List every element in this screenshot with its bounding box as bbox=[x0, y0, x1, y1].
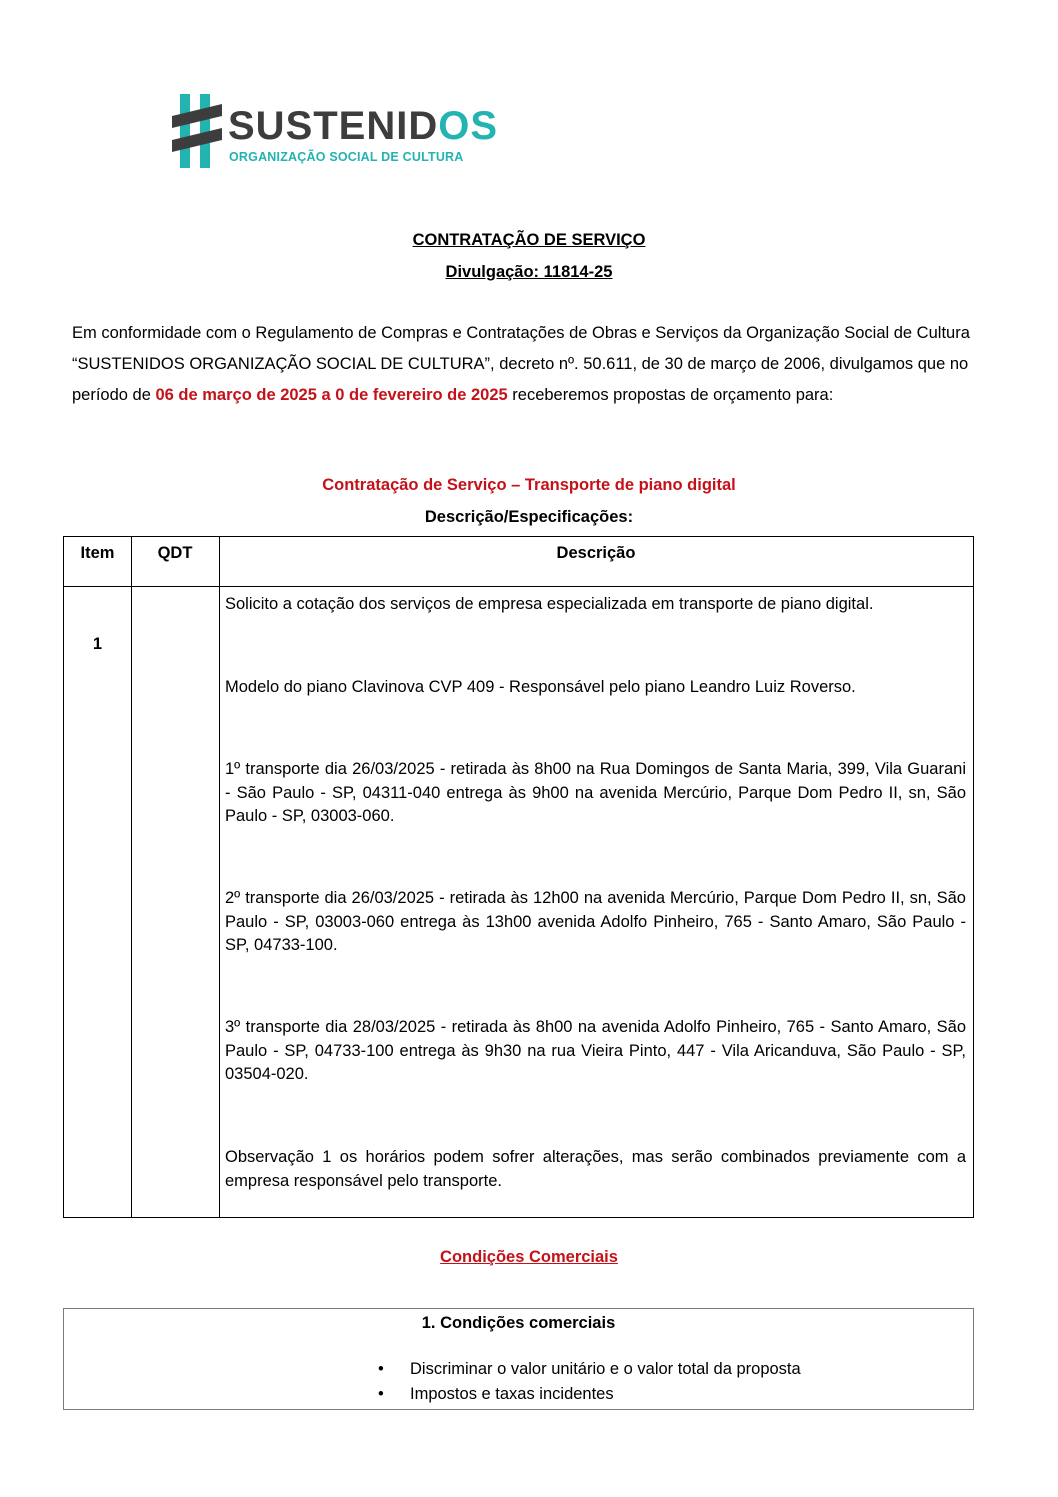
list-item bbox=[376, 1382, 801, 1407]
list-item-text: Impostos e taxas incidentes bbox=[410, 1385, 614, 1403]
hash-icon bbox=[172, 92, 224, 170]
header-qdt: QDT bbox=[157, 544, 193, 562]
list-item-text: Discriminar o valor unitário e o valor total da proposta bbox=[410, 1360, 801, 1378]
list-item bbox=[376, 1357, 801, 1382]
document-title: CONTRATAÇÃO DE SERVIÇO bbox=[412, 231, 646, 249]
service-title: Contratação de Serviço – Transporte de piano digital bbox=[322, 476, 736, 494]
header-descricao: Descrição bbox=[556, 544, 636, 562]
description-paragraph: 1º transporte dia 26/03/2025 - retirada às 8h00 na Rua Domingos de Santa Maria, 399, Vila Guarani - São Paulo - SP, 04311-040 entrega às 9h00 na avenida Mercúrio, Parque Dom Pedro II, sn, São Paulo - SP, 03003-060. bbox=[225, 760, 966, 825]
divulgacao-number: Divulgação: 11814-25 bbox=[445, 263, 613, 281]
sustenidos-logo bbox=[172, 92, 499, 170]
item-number: 1 bbox=[92, 635, 103, 653]
logo-subtitle: ORGANIZAÇÃO SOCIAL DE CULTURA bbox=[229, 150, 464, 164]
description-paragraph: Observação 1 os horários podem sofrer alterações, mas serão combinados previamente com a empresa responsável pelo transporte. bbox=[225, 1148, 966, 1190]
description-paragraph: Modelo do piano Clavinova CVP 409 - Responsável pelo piano Leandro Luiz Roverso. bbox=[225, 678, 856, 696]
period-highlight: 06 de março de 2025 a 0 de fevereiro de 2025 bbox=[155, 386, 508, 404]
table-divider bbox=[131, 537, 132, 1217]
conditions-title: Condições Comerciais bbox=[440, 1248, 618, 1266]
specifications-title: Descrição/Especificações: bbox=[424, 508, 634, 526]
conditions-box bbox=[63, 1308, 974, 1410]
logo-word-main: SUSTENID bbox=[228, 104, 439, 148]
items-table bbox=[63, 536, 974, 1218]
table-divider bbox=[64, 586, 973, 587]
description-paragraph: 2º transporte dia 26/03/2025 - retirada às 12h00 na avenida Mercúrio, Parque Dom Pedro II, sn, São Paulo - SP, 03003-060 entrega às 13h00 avenida Adolfo Pinheiro, 765 - Santo Amaro, São Paulo - SP, 04733-100. bbox=[225, 889, 966, 954]
intro-paragraph bbox=[72, 318, 982, 411]
logo-word-accent: OS bbox=[438, 104, 499, 148]
bullet-icon: • bbox=[378, 1360, 384, 1378]
conditions-heading: 1. Condições comerciais bbox=[421, 1314, 616, 1332]
conditions-list bbox=[376, 1357, 801, 1407]
intro-text-start: Em conformidade com o Regulamento de Compras e Contratações de Obras e Serviços da Organização Social de Cultura “SUSTENIDOS ORGANIZAÇÃO SOCIAL DE CULTURA”, decreto nº. 50.611, de 30 de março de 2006, divulgamos que no período de bbox=[72, 324, 970, 404]
header-item: Item bbox=[80, 544, 115, 562]
logo-wordmark bbox=[228, 106, 498, 146]
description-paragraph: 3º transporte dia 28/03/2025 - retirada às 8h00 na avenida Adolfo Pinheiro, 765 - Santo Amaro, São Paulo - SP, 04733-100 entrega às 9h30 na rua Vieira Pinto, 447 - Vila Aricanduva, São Paulo - SP, 03504-020. bbox=[225, 1018, 966, 1083]
intro-text-end: receberemos propostas de orçamento para: bbox=[507, 386, 834, 404]
description-paragraph: Solicito a cotação dos serviços de empresa especializada em transporte de piano digital. bbox=[225, 595, 874, 613]
table-divider bbox=[219, 537, 220, 1217]
bullet-icon: • bbox=[378, 1385, 384, 1403]
